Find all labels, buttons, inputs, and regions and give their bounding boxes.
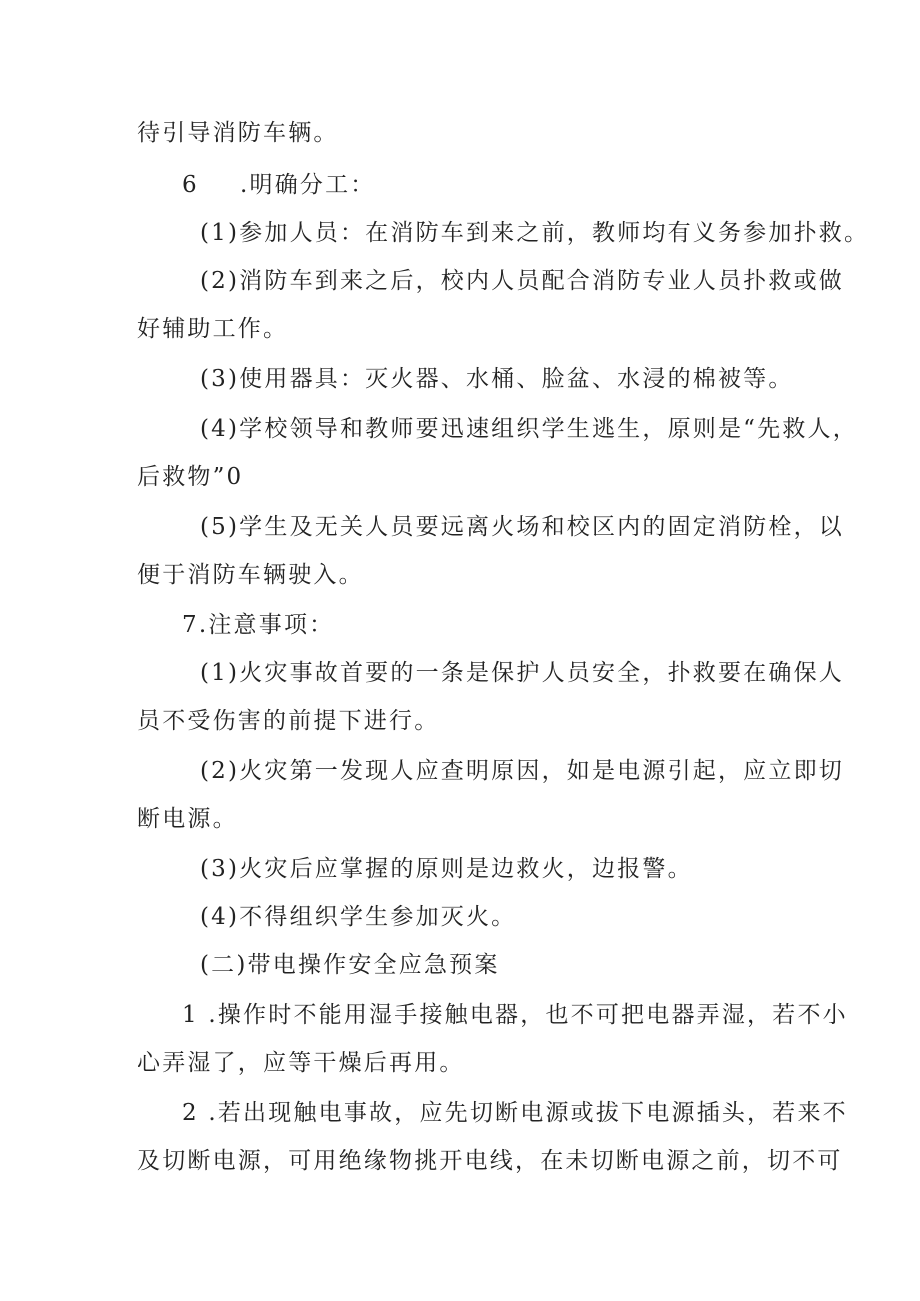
section-heading: 7.注意事项： [182, 612, 335, 638]
paragraph-line: 后救物”0 [137, 464, 244, 490]
paragraph-line: 便于消防车辆驶入。 [137, 562, 364, 588]
paragraph-line: 待引导消防车辆。 [137, 120, 339, 146]
list-item: (4)学校领导和教师要迅速组织学生逃生，原则是“先救人， [200, 416, 858, 442]
list-item: 2 .若出现触电事故，应先切断电源或拔下电源插头，若来不 [182, 1100, 848, 1126]
paragraph-line: 心弄湿了，应等干燥后再用。 [137, 1050, 465, 1076]
list-item: (5)学生及无关人员要远离火场和校区内的固定消防栓，以 [200, 514, 844, 540]
paragraph-line: 断电源。 [137, 806, 238, 832]
list-item: (4)不得组织学生参加灭火。 [200, 904, 517, 930]
list-item: (3)使用器具：灭火器、水桶、脸盆、水浸的棉被等。 [200, 366, 794, 392]
paragraph-line: 好辅助工作。 [137, 316, 289, 342]
section-heading: .明确分工： [240, 172, 376, 198]
section-number: 6 [182, 172, 199, 198]
list-item: (2)消防车到来之后，校内人员配合消防专业人员扑救或做 [200, 268, 844, 294]
list-item: (1)火灾事故首要的一条是保护人员安全，扑救要在确保人 [200, 660, 844, 686]
list-item: (2)火灾第一发现人应查明原因，如是电源引起，应立即切 [200, 758, 844, 784]
subsection-title: (二)带电操作安全应急预案 [200, 952, 500, 978]
list-item: (3)火灾后应掌握的原则是边救火，边报警。 [200, 856, 693, 882]
list-item: 1 .操作时不能用湿手接触电器，也不可把电器弄湿，若不小 [182, 1002, 848, 1028]
list-item: (1)参加人员：在消防车到来之前，教师均有义务参加扑救。 [200, 220, 870, 246]
paragraph-line: 及切断电源，可用绝缘物挑开电线，在未切断电源之前，切不可 [137, 1148, 843, 1174]
paragraph-line: 员不受伤害的前提下进行。 [137, 708, 440, 734]
